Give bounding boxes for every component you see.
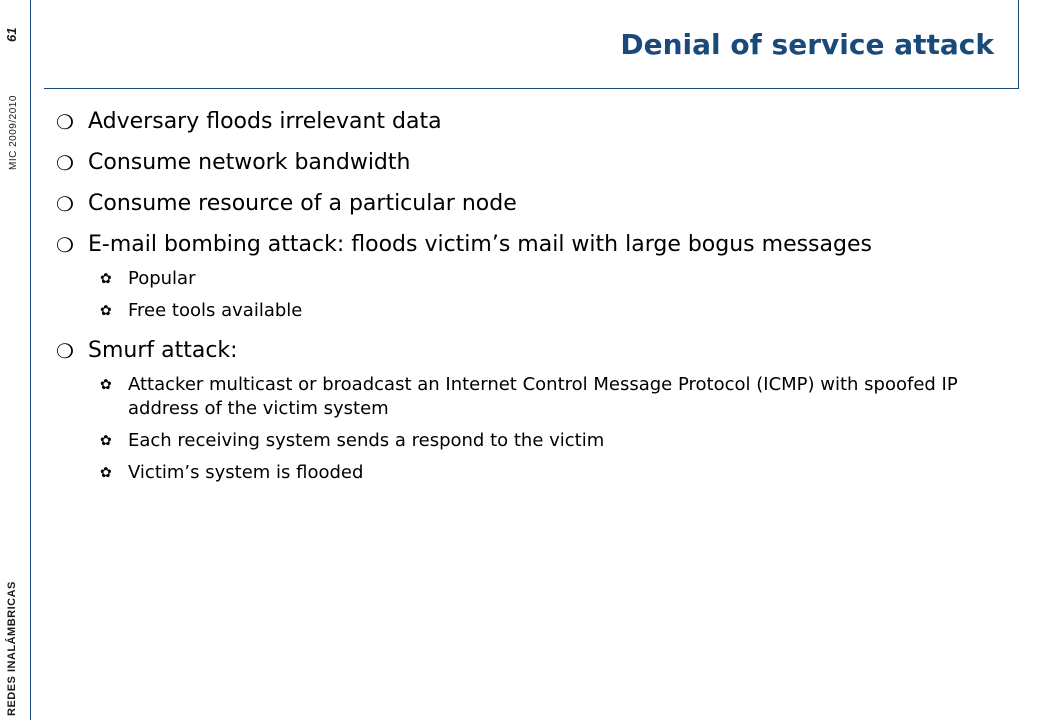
sidebar-divider — [30, 0, 31, 720]
sub-bullet-text: Popular — [128, 268, 196, 289]
flower-bullet-icon: ✿ — [100, 465, 112, 481]
course-label: REDES INALÁMBRICAS — [6, 581, 18, 716]
bullet-item — [56, 190, 1006, 218]
slide-title: Denial of service attack — [620, 28, 994, 61]
sub-bullet-item — [100, 267, 1006, 291]
page-number: 61 — [4, 27, 19, 42]
header-right-divider — [1018, 0, 1019, 89]
flower-bullet-icon: ✿ — [100, 303, 112, 319]
sub-bullet-item — [100, 429, 1006, 453]
flower-bullet-icon: ✿ — [100, 377, 112, 393]
bullet-item — [56, 231, 1006, 259]
flower-bullet-icon: ✿ — [100, 271, 112, 287]
header-divider — [44, 88, 1018, 89]
bullet-list — [56, 108, 1006, 485]
year-label: MIC 2009/2010 — [8, 95, 19, 170]
bullet-item — [56, 149, 1006, 177]
circle-bullet-icon: ❍ — [56, 192, 74, 216]
sub-bullet-text: Free tools available — [128, 300, 303, 321]
circle-bullet-icon: ❍ — [56, 110, 74, 134]
bullet-text: Consume resource of a particular node — [88, 191, 517, 216]
flower-bullet-icon: ✿ — [100, 433, 112, 449]
sub-bullet-text: Attacker multicast or broadcast an Internet Control Message Protocol (ICMP) with spoofed IP address of the victim system — [128, 374, 958, 419]
sub-bullet-text: Victim’s system is flooded — [128, 462, 364, 483]
bullet-text: Consume network bandwidth — [88, 150, 411, 175]
bullet-text: Adversary floods irrelevant data — [88, 109, 442, 134]
bullet-text: Smurf attack: — [88, 338, 238, 363]
bullet-item — [56, 337, 1006, 365]
circle-bullet-icon: ❍ — [56, 339, 74, 363]
circle-bullet-icon: ❍ — [56, 151, 74, 175]
sub-bullet-item — [100, 373, 1006, 421]
sub-bullet-text: Each receiving system sends a respond to the victim — [128, 430, 605, 451]
bullet-item — [56, 108, 1006, 136]
bullet-text: E-mail bombing attack: floods victim’s mail with large bogus messages — [88, 232, 872, 257]
circle-bullet-icon: ❍ — [56, 233, 74, 257]
sub-bullet-item — [100, 299, 1006, 323]
sub-bullet-item — [100, 461, 1006, 485]
